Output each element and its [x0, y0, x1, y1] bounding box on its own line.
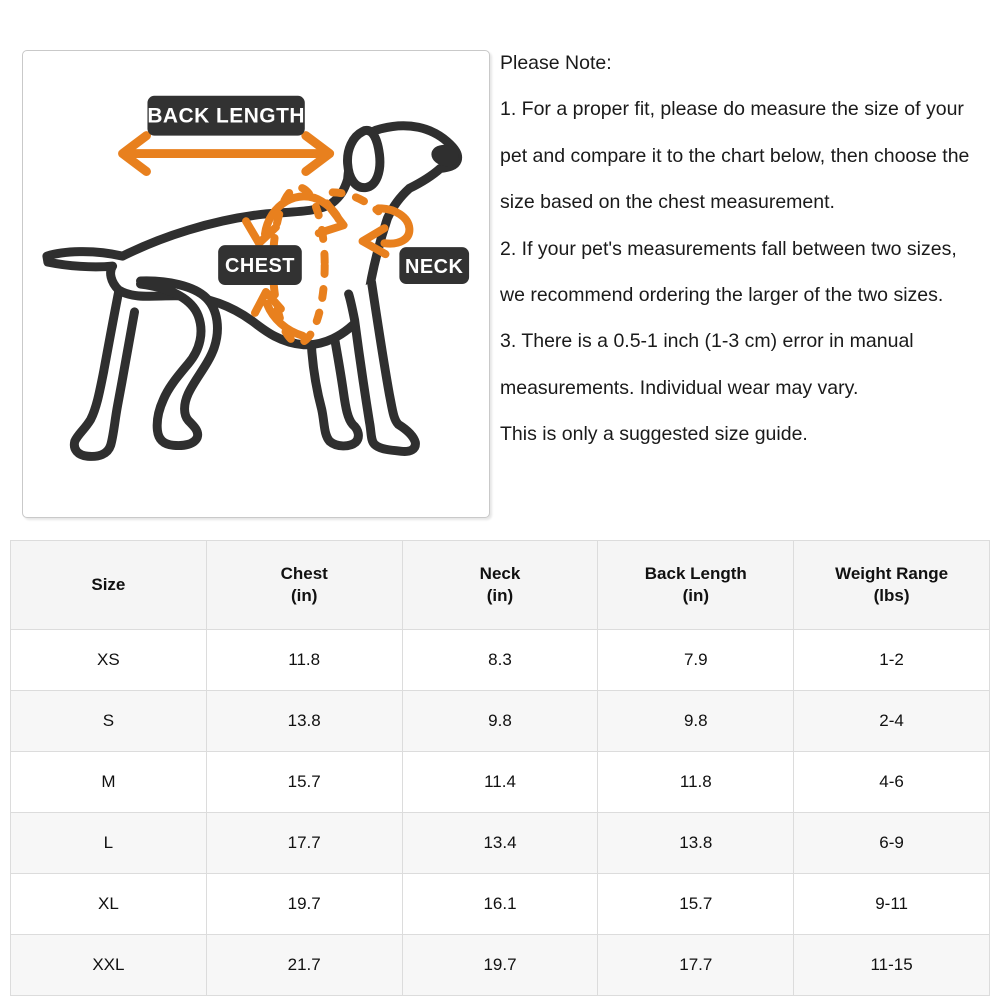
- cell-back-length: 7.9: [598, 630, 794, 691]
- back-length-label: BACK LENGTH: [147, 104, 305, 128]
- column-header-chest: [206, 541, 402, 630]
- dog-far-hind-leg: [74, 282, 134, 456]
- note-line: size based on the chest measurement.: [500, 191, 835, 214]
- cell-neck: 8.3: [402, 630, 598, 691]
- note-line: This is only a suggested size guide.: [500, 423, 808, 446]
- cell-chest: 15.7: [206, 752, 402, 813]
- note-line: 2. If your pet's measurements fall between two sizes,: [500, 237, 957, 260]
- cell-back-length: 9.8: [598, 691, 794, 752]
- dog-diagram-panel: [22, 50, 490, 518]
- table-row-xl: [11, 874, 990, 935]
- cell-weight: 4-6: [794, 752, 990, 813]
- cell-size: S: [11, 691, 207, 752]
- dog-outline: [47, 126, 461, 457]
- column-header-neck: [402, 541, 598, 630]
- note-line: 3. There is a 0.5-1 inch (1-3 cm) error in manual: [500, 330, 914, 353]
- header-title: Chest: [280, 564, 328, 583]
- cell-back-length: 11.8: [598, 752, 794, 813]
- cell-weight: 11-15: [794, 935, 990, 996]
- cell-back-length: 17.7: [598, 935, 794, 996]
- column-header-weight-range: [794, 541, 990, 630]
- dog-near-hind-leg: [140, 281, 217, 446]
- cell-chest: 19.7: [206, 874, 402, 935]
- cell-size: XS: [11, 630, 207, 691]
- cell-weight: 9-11: [794, 874, 990, 935]
- cell-neck: 9.8: [402, 691, 598, 752]
- note-line: we recommend ordering the larger of the two sizes.: [500, 284, 944, 307]
- note-line: pet and compare it to the chart below, then choose the: [500, 144, 970, 167]
- header-unit: (in): [682, 586, 709, 605]
- header-title: Back Length: [644, 564, 747, 583]
- cell-chest: 13.8: [206, 691, 402, 752]
- dog-measurement-illustration: [23, 51, 489, 517]
- header-title: Weight Range: [835, 564, 949, 583]
- header-title: Neck: [479, 564, 521, 583]
- column-header-size: [11, 541, 207, 630]
- cell-chest: 11.8: [206, 630, 402, 691]
- neck-label: NECK: [405, 256, 464, 279]
- notes-section: [500, 40, 998, 458]
- note-line: measurements. Individual wear may vary.: [500, 376, 859, 399]
- cell-neck: 19.7: [402, 935, 598, 996]
- size-chart-body: [11, 630, 990, 996]
- header-unit: (in): [290, 586, 318, 605]
- cell-chest: 21.7: [206, 935, 402, 996]
- cell-size: M: [11, 752, 207, 813]
- cell-weight: 1-2: [794, 630, 990, 691]
- cell-back-length: 15.7: [598, 874, 794, 935]
- header-row: [11, 541, 990, 630]
- table-row-m: [11, 752, 990, 813]
- table-row-l: [11, 813, 990, 874]
- size-chart-header: [11, 541, 990, 630]
- header-unit: (lbs): [873, 586, 910, 605]
- table-row-xs: [11, 630, 990, 691]
- cell-size: L: [11, 813, 207, 874]
- cell-size: XXL: [11, 935, 207, 996]
- cell-neck: 11.4: [402, 752, 598, 813]
- cell-size: XL: [11, 874, 207, 935]
- cell-neck: 13.4: [402, 813, 598, 874]
- notes-title: Please Note:: [500, 52, 612, 74]
- table-row-xxl: [11, 935, 990, 996]
- cell-chest: 17.7: [206, 813, 402, 874]
- note-line: 1. For a proper fit, please do measure the size of your: [500, 98, 964, 121]
- header-unit: (in): [486, 586, 514, 605]
- chest-label: CHEST: [224, 255, 295, 278]
- column-header-back-length: [598, 541, 794, 630]
- cell-weight: 2-4: [794, 691, 990, 752]
- cell-weight: 6-9: [794, 813, 990, 874]
- table-row-s: [11, 691, 990, 752]
- size-chart-table: [10, 540, 990, 996]
- back-length-arrow: [123, 136, 330, 172]
- header-title: Size: [91, 575, 126, 594]
- cell-neck: 16.1: [402, 874, 598, 935]
- cell-back-length: 13.8: [598, 813, 794, 874]
- dog-ear: [347, 130, 379, 187]
